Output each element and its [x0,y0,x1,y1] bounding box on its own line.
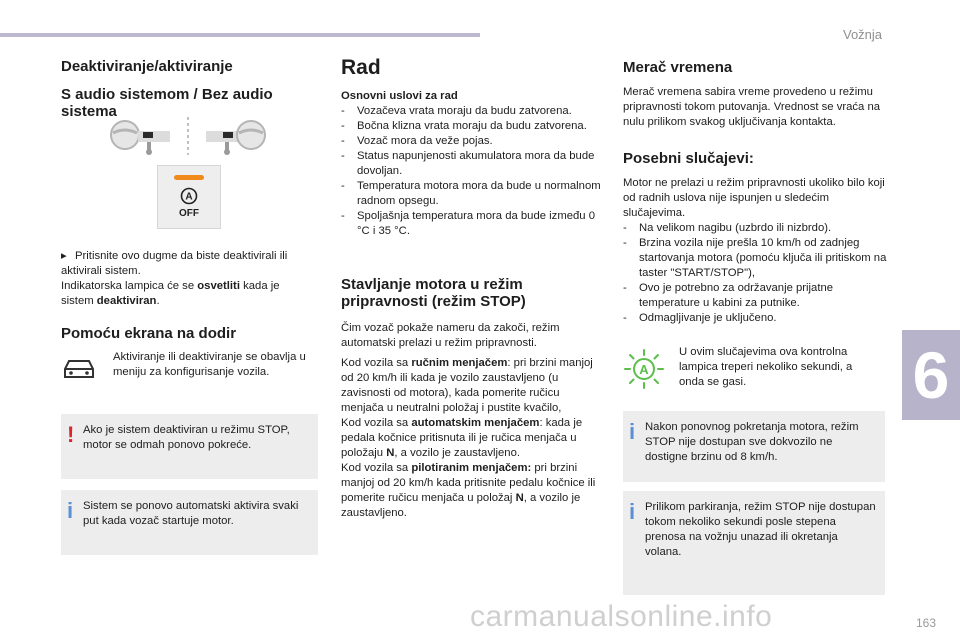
arrow-bullet-icon: ▸ [61,250,67,262]
svg-text:A: A [639,362,649,377]
chapter-tab [902,330,960,420]
info-note-restart [61,490,318,555]
warning-note [61,414,318,479]
info-note-parking [623,491,885,595]
info-icon: i [629,499,636,524]
condition-item: - Vozač mora da veže pojas. [341,134,603,149]
page-number: 163 [916,616,937,630]
special-cases-title: Posebni slučajevi: [623,150,754,167]
info-note-restart-speed [623,411,885,482]
standby-title: Stavljanje motora u režim pripravnosti (režim STOP) [341,276,526,310]
condition-item: - Status napunjenosti akumulatora mora da bude dovoljan. [341,149,603,179]
special-cases-list [623,221,887,326]
section-label: Vožnja [843,27,883,42]
case-item: - Na velikom nagibu (uzbrdo ili nizbrdo). [623,221,887,236]
conditions-title: Osnovni uslovi za rad [341,90,458,102]
case-item: - Odmagljivanje je uključeno. [623,311,887,326]
svg-text:A: A [185,191,193,203]
info-note-parking-text: Prilikom parkiranja, režim STOP nije dostupan tokom nekoliko sekundi posle stepena prenosa na vožnju unazad ili okretanja volana. [645,501,876,558]
info-note-restart-speed-text: Nakon ponovnog pokretanja motora, režim STOP nije dostupan sve dokvozilo ne dostigne brzinu od 8 km/h. [645,421,859,463]
stop-start-warning-lamp-icon [623,348,665,390]
touchscreen-text: Aktiviranje ili deaktiviranje se obavlja u meniju za konfigurisanje vozila. [113,351,306,378]
standby-gearbox-text: Kod vozila sa ručnim menjačem: pri brzini manjoj od 20 km/h ili kada je vozilo zaustavljeno (u zavisnosti od motora), kada pomerite ručicu menjača u neutralni položaj i pustite kvačilo, Kod vozila sa automatskim menjačem: kada je pedala kočnice pritisnuta ili je ručica menjača u položaju N, a vozilo je zaustavljeno. Kod vozila sa pilotiranim menjačem: pri brzini manjoj od 20 km/h kada pritisnite pedalu kočnice ili pomerite ručicu menjača u položaj N, a vozilo je zaustavljeno. [341,357,596,519]
timer-text: Merač vremena sabira vreme provedeno u režimu pripravnosti tokom putovanja. Vrednost se vraća na nulu prilikom svakog uključivanja kontakta. [623,86,881,128]
right-hand-drive-icon [206,121,265,155]
info-note-restart-text: Sistem se ponovo automatski aktivira svaki put kada vozač startuje motor. [83,500,299,527]
lamp-text: U ovim slučajevima ova kontrolna lampica treperi nekoliko sekundi, a onda se gasi. [679,346,853,388]
vehicle-settings-icon [61,357,97,381]
timer-title: Merač vremena [623,59,733,76]
condition-item: - Bočna klizna vrata moraju da budu zatvorena. [341,119,603,134]
chapter-number: 6 [912,338,950,412]
deactivation-title: Deaktiviranje/aktiviranje [61,58,233,75]
case-item: - Brzina vozila nije prešla 10 km/h od zadnjeg startovanja motora (pomoću ključa ili pritiskom na taster "START/STOP"), [623,236,887,281]
conditions-list [341,104,603,239]
stop-start-off-button[interactable] [157,165,221,229]
button-off-caption: OFF [179,208,199,219]
dashboard-illustration [103,115,273,160]
auto-stop-start-icon [180,187,198,205]
touchscreen-title: Pomoću ekrana na dodir [61,325,237,342]
condition-item: - Vozačeva vrata moraju da budu zatvorena. [341,104,603,119]
condition-item: - Spoljašnja temperatura mora da bude između 0 °C i 35 °C. [341,209,603,239]
button-led-indicator [174,175,204,180]
standby-intro: Čim vozač pokaže nameru da zakoči, režim automatski prelazi u režim pripravnosti. [341,322,560,349]
special-cases-intro: Motor ne prelazi u režim pripravnosti ukoliko bilo koji od radnih uslova nije ispunjen u sledećim slučajevima. [623,177,885,219]
info-icon: i [67,498,74,523]
button-instruction: ▸ Pritisnite ovo dugme da biste deaktivirali ili aktivirali sistem. Indikatorska lampica će se osvetliti kada je sistem deaktiviran. [61,250,288,307]
warning-note-text: Ako je sistem deaktiviran u režimu STOP, motor se odmah ponovo pokreće. [83,424,290,451]
operation-title: Rad [341,56,381,79]
case-item: - Ovo je potrebno za održavanje prijatne temperature u kabini za putnike. [623,281,887,311]
warning-icon: ! [67,422,75,447]
audio-system-subtitle: S audio sistemom / Bez audio sistema [61,86,273,120]
top-accent-bar [0,33,480,37]
condition-item: - Temperatura motora mora da bude u normalnom radnom opsegu. [341,179,603,209]
watermark: carmanualsonline.info [470,600,773,633]
left-hand-drive-icon [111,121,170,155]
info-icon: i [629,419,636,444]
